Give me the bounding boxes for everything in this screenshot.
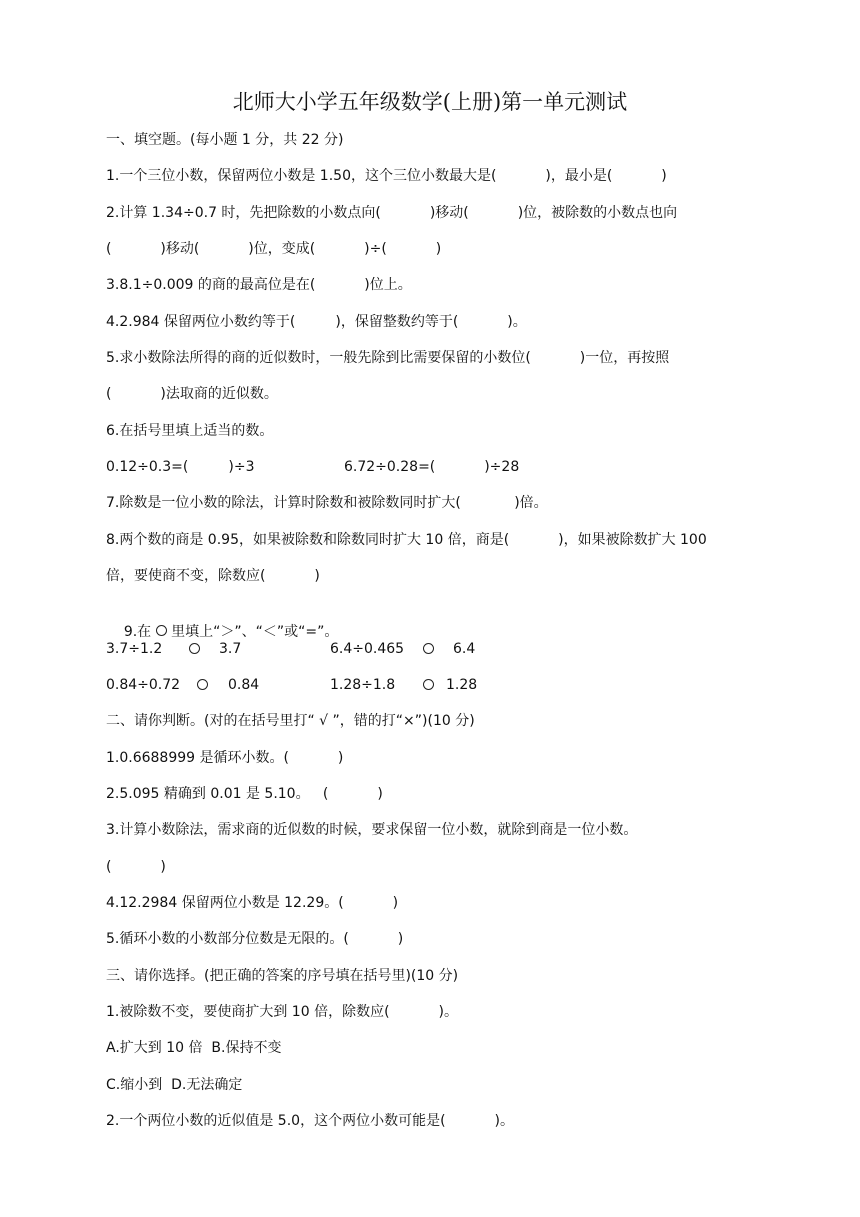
q2-5-text: 5.循环小数的小数部分位数是无限的。( ) (106, 931, 404, 947)
q1-3-text: 3.8.1÷0.009 的商的最高位是在( )位上。 (106, 277, 412, 293)
q3-1-options-ab: A.扩大到 10 倍 B.保持不变 (106, 1040, 282, 1056)
q1-9-r2-b-right: 1.28 (446, 677, 478, 693)
q1-4-text: 4.2.984 保留两位小数约等于( )，保留整数约等于( )。 (106, 314, 527, 330)
q1-5-text: 5.求小数除法所得的商的近似数时，一般先除到比需要保留的小数位( )一位，再按照 (106, 350, 670, 366)
circle-icon (423, 679, 434, 690)
q3-1-text: 1.被除数不变，要使商扩大到 10 倍，除数应( )。 (106, 1004, 458, 1020)
q1-9-r2-b-left: 1.28÷1.8 (330, 677, 396, 693)
q1-6-right: 6.72÷0.28=( )÷28 (344, 459, 520, 475)
circle-icon (189, 643, 200, 654)
q1-9-r1-b-left: 6.4÷0.465 (330, 641, 405, 657)
q1-9-r2-a-right: 0.84 (228, 677, 260, 693)
section-1-heading: 一、填空题。(每小题 1 分，共 22 分) (106, 132, 344, 148)
q1-1-text: 1.一个三位小数，保留两位小数是 1.50，这个三位小数最大是( )，最小是( ) (106, 168, 667, 184)
q2-3-text: 3.计算小数除法，需求商的近似数的时候，要求保留一位小数，就除到商是一位小数。 (106, 822, 638, 838)
q1-8-text-cont: 倍，要使商不变，除数应( ) (106, 568, 320, 584)
q1-7-text: 7.除数是一位小数的除法，计算时除数和被除数同时扩大( )倍。 (106, 495, 548, 511)
q1-8-text: 8.两个数的商是 0.95，如果被除数和除数同时扩大 10 倍，商是( )，如果被除数扩大 100 (106, 532, 707, 548)
q1-2-text: 2.计算 1.34÷0.7 时，先把除数的小数点向( )移动( )位，被除数的小数点也向 (106, 205, 678, 221)
q1-9-r2-a-left: 0.84÷0.72 (106, 677, 181, 693)
q1-5-text-cont: ( )法取商的近似数。 (106, 386, 278, 402)
section-2-heading: 二、请你判断。(对的在括号里打“ √ ”，错的打“×”)(10 分) (106, 713, 475, 729)
q1-9-r1-b-right: 6.4 (453, 641, 476, 657)
q1-9-r1-a-right: 3.7 (219, 641, 242, 657)
q1-9-r1-a-left: 3.7÷1.2 (106, 641, 163, 657)
q3-2-text: 2.一个两位小数的近似值是 5.0，这个两位小数可能是( )。 (106, 1113, 514, 1129)
section-3-heading: 三、请你选择。(把正确的答案的序号填在括号里)(10 分) (106, 968, 459, 984)
q2-2-text: 2.5.095 精确到 0.01 是 5.10。 ( ) (106, 786, 383, 802)
circle-icon (197, 679, 208, 690)
circle-icon (156, 625, 167, 636)
q3-1-options-cd: C.缩小到 D.无法确定 (106, 1077, 243, 1093)
q2-4-text: 4.12.2984 保留两位小数是 12.29。( ) (106, 895, 399, 911)
q2-1-text: 1.0.6688999 是循环小数。( ) (106, 750, 344, 766)
q1-6-left: 0.12÷0.3=( )÷3 (106, 459, 255, 475)
q2-3-text-cont: ( ) (106, 859, 166, 875)
circle-icon (423, 643, 434, 654)
q1-9-prefix: 9.在 (123, 624, 156, 640)
q1-6-text: 6.在括号里填上适当的数。 (106, 423, 274, 439)
page-title: 北师大小学五年级数学(上册)第一单元测试 (232, 90, 628, 114)
q1-9-suffix: 里填上“＞”、“＜”或“=”。 (166, 624, 339, 640)
q1-2-text-cont: ( )移动( )位，变成( )÷( ) (106, 241, 442, 257)
